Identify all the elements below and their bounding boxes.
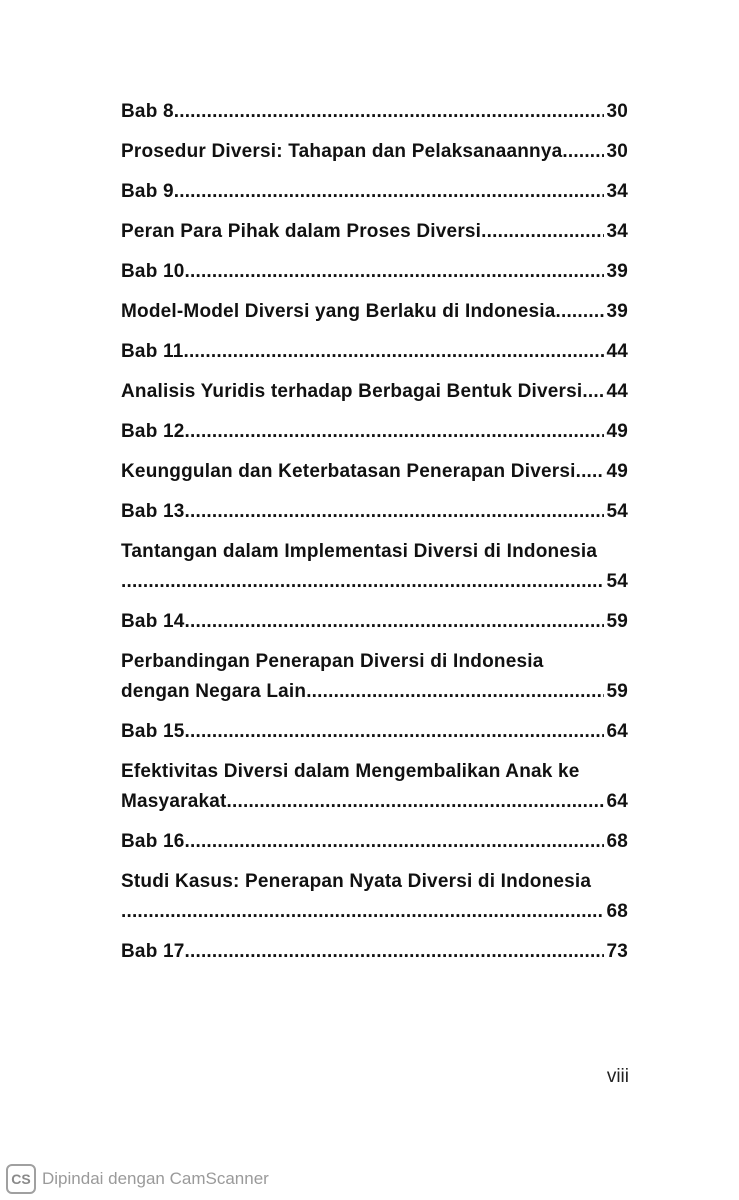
watermark-text: Dipindai dengan CamScanner (42, 1169, 269, 1188)
toc-page: 34 (606, 181, 628, 202)
toc-entry-keunggulan (121, 457, 628, 487)
toc-leader (562, 137, 604, 167)
toc-page: 30 (606, 141, 628, 162)
toc-entry-bab-17 (121, 937, 628, 967)
toc-title: Keunggulan dan Keterbatasan Penerapan Diversi. (121, 461, 582, 482)
toc-entry-bab-8 (121, 97, 628, 127)
toc-entry-bab-13 (121, 497, 628, 527)
toc-title: Bab 14 (121, 611, 185, 632)
toc-title: Analisis Yuridis terhadap Berbagai Bentuk Diversi (121, 381, 583, 402)
toc-leader (481, 217, 604, 247)
toc-entry-bab-14 (121, 607, 628, 637)
toc-title: Bab 11 (121, 341, 184, 362)
toc-page: 64 (606, 721, 628, 742)
toc-title-line: Efektivitas Diversi dalam Mengembalikan Anak ke (121, 761, 580, 782)
toc-page: 49 (606, 461, 628, 482)
toc-entry-bab-15 (121, 717, 628, 747)
toc-page: 68 (606, 831, 628, 852)
toc-entry-bab-9 (121, 177, 628, 207)
toc-title: Bab 17 (121, 941, 185, 962)
toc-title: Bab 10 (121, 261, 185, 282)
toc-page: 34 (606, 221, 628, 242)
toc-page: 73 (606, 941, 628, 962)
toc-leader (185, 937, 605, 967)
toc-page: 54 (606, 501, 628, 522)
toc-entry-analisis-yuridis (121, 377, 628, 407)
toc-page: 44 (606, 381, 628, 402)
toc-entry-bab-16 (121, 827, 628, 857)
toc-leader (185, 497, 605, 527)
toc-title: Masyarakat (121, 791, 227, 812)
toc-entry-bab-11 (121, 337, 628, 367)
page-number: viii (606, 1066, 629, 1087)
toc-leader (121, 567, 604, 597)
toc-title: Bab 16 (121, 831, 185, 852)
toc-entry-studi-kasus (121, 897, 628, 927)
toc-leader (183, 337, 604, 367)
toc-page: 59 (606, 611, 628, 632)
toc-entry-bab-10 (121, 257, 628, 287)
toc-title: Peran Para Pihak dalam Proses Diversi (121, 221, 482, 242)
toc-entry-prosedur-diversi (121, 137, 628, 167)
toc-leader (174, 177, 605, 207)
toc-leader (185, 417, 605, 447)
toc-leader (306, 677, 604, 707)
toc-title: Prosedur Diversi: Tahapan dan Pelaksanaannya (121, 141, 563, 162)
toc-leader (581, 457, 604, 487)
toc-page: 44 (606, 341, 628, 362)
table-of-contents (121, 97, 628, 977)
toc-title-line: Perbandingan Penerapan Diversi di Indonesia (121, 651, 544, 672)
toc-entry-model-diversi (121, 297, 628, 327)
toc-leader (185, 717, 605, 747)
toc-title: Bab 13 (121, 501, 185, 522)
camscanner-watermark (6, 1164, 269, 1194)
toc-title: Bab 15 (121, 721, 185, 742)
toc-entry-perbandingan (121, 677, 628, 707)
toc-title-line: Studi Kasus: Penerapan Nyata Diversi di Indonesia (121, 871, 592, 892)
toc-page: 64 (606, 791, 628, 812)
toc-leader (555, 297, 604, 327)
toc-page: 54 (606, 571, 628, 592)
toc-title-line: Tantangan dalam Implementasi Diversi di Indonesia (121, 541, 598, 562)
toc-title: Model-Model Diversi yang Berlaku di Indonesia (121, 301, 556, 322)
toc-leader (185, 827, 605, 857)
toc-title: Bab 9 (121, 181, 174, 202)
toc-page: 59 (606, 681, 628, 702)
toc-leader (185, 607, 605, 637)
toc-leader (185, 257, 605, 287)
toc-title: Bab 8 (121, 101, 174, 122)
toc-entry-bab-12 (121, 417, 628, 447)
camscanner-logo-icon: CS (6, 1164, 36, 1194)
toc-title: dengan Negara Lain (121, 681, 307, 702)
toc-page: 39 (606, 301, 628, 322)
toc-leader (582, 377, 604, 407)
toc-page: 49 (606, 421, 628, 442)
toc-page: 30 (606, 101, 628, 122)
toc-page: 39 (606, 261, 628, 282)
toc-entry-peran-para-pihak (121, 217, 628, 247)
toc-entry-tantangan (121, 567, 628, 597)
toc-leader (227, 787, 605, 817)
toc-page: 68 (606, 901, 628, 922)
toc-title: Bab 12 (121, 421, 185, 442)
toc-leader (174, 97, 605, 127)
toc-entry-efektivitas (121, 787, 628, 817)
toc-leader (121, 897, 604, 927)
